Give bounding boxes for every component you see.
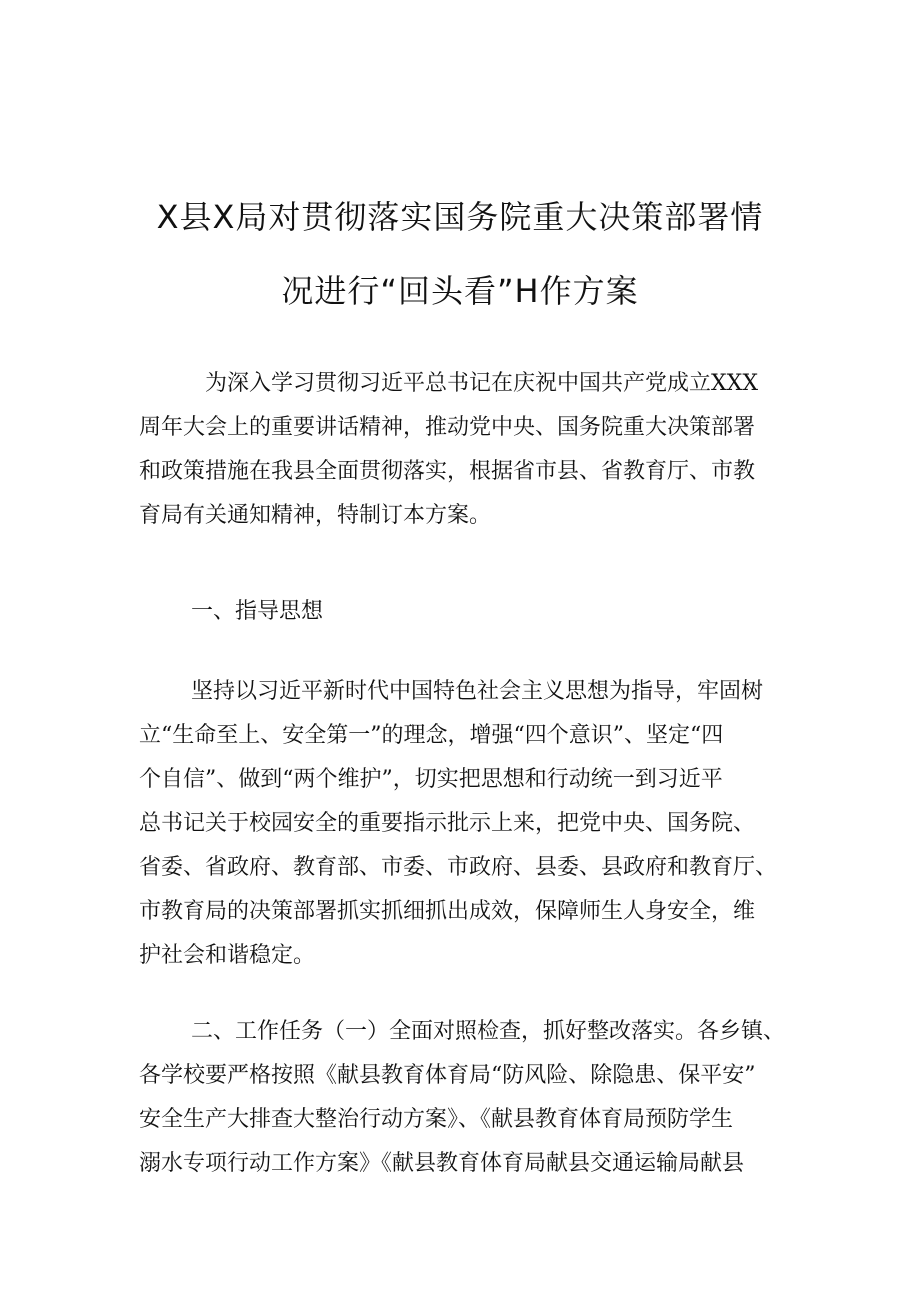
intro-line: 周年大会上的重要讲话精神，推动党中央、国务院重大决策部署 — [139, 415, 756, 440]
paragraph-line: 各学校要严格按照《献县教育体育局“防风险、除隐患、保平安” — [139, 1063, 756, 1088]
paragraph-line: 安全生产大排查大整治行动方案》、《献县教育体育局预防学生 — [139, 1107, 734, 1132]
section-1-heading — [139, 590, 799, 634]
intro-line: 为深入学习贯彻习近平总书记在庆祝中国共产党成立XXX — [205, 371, 758, 396]
paragraph-line: 护社会和谐稳定。 — [139, 943, 316, 968]
paragraph-line: 立“生命至上、安全第一”的理念，增强“四个意识”、坚定“四 — [139, 723, 724, 748]
section-1-paragraph — [139, 670, 799, 978]
section-2-paragraph — [139, 1010, 799, 1186]
section-heading-text: 一、指导思想 — [191, 599, 324, 624]
paragraph-line: 省委、省政府、教育部、市委、市政府、县委、县政府和教育厅、 — [139, 855, 778, 880]
paragraph-line: 坚持以习近平新时代中国特色社会主义思想为指导，牢固树 — [191, 679, 764, 704]
paragraph-line: 市教育局的决策部署抓实抓细抓出成效，保障师生人身安全，维 — [139, 899, 756, 924]
document-title-line-2: 况进行“回头看”H作方案 — [281, 272, 639, 310]
intro-line: 和政策措施在我县全面贯彻落实，根据省市县、省教育厅、市教 — [139, 459, 756, 484]
intro-paragraph — [139, 362, 799, 538]
intro-line: 育局有关通知精神，特制订本方案。 — [139, 503, 492, 528]
paragraph-line: 溺水专项行动工作方案》《献县教育体育局献县交通运输局献县 — [139, 1151, 745, 1176]
paragraph-line: 二、工作任务（一）全面对照检查，抓好整改落实。各乡镇、 — [191, 1019, 786, 1044]
paragraph-line: 个自信”、做到“两个维护”，切实把思想和行动统一到习近平 — [139, 767, 723, 792]
document-title-line-1: X县X局对贯彻落实国务院重大决策部署情 — [156, 198, 764, 236]
paragraph-line: 总书记关于校园安全的重要指示批示上来，把党中央、国务院、 — [139, 811, 756, 836]
